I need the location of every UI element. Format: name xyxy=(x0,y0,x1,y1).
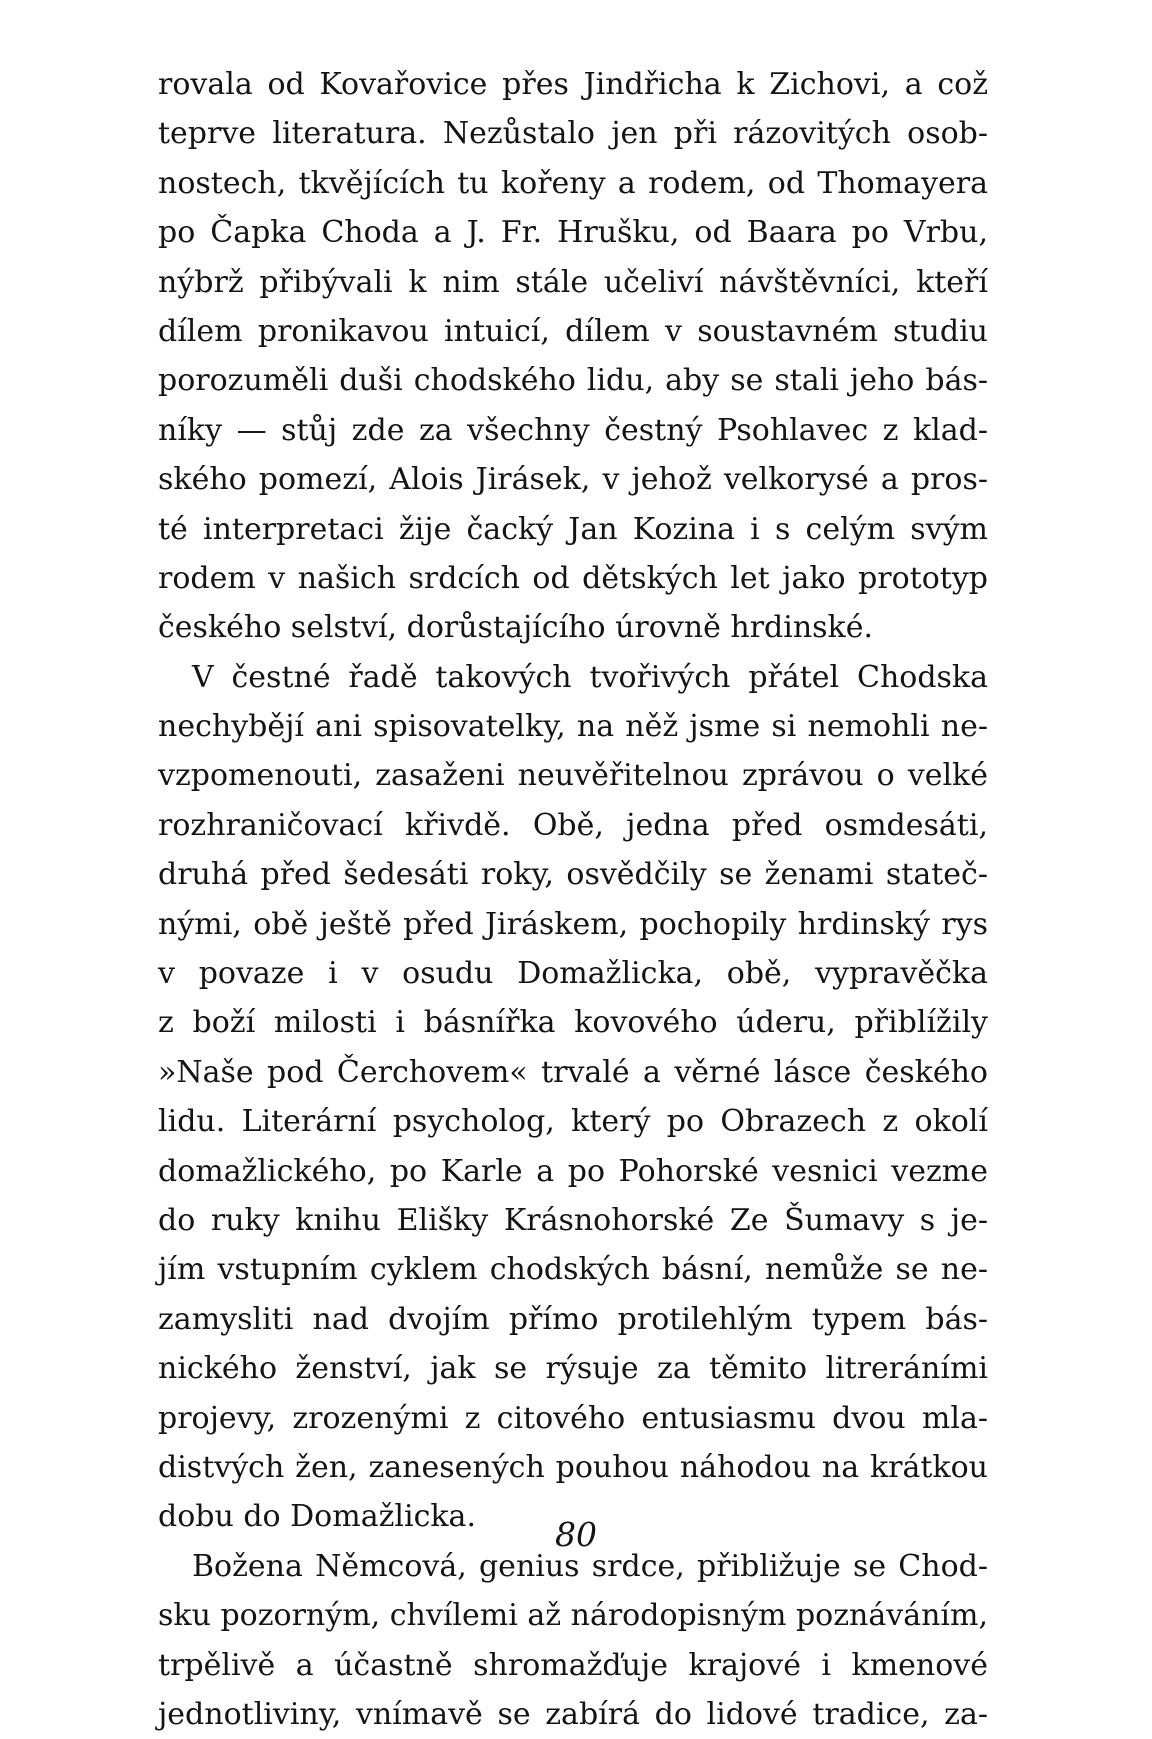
text-line: nostech, tkvějících tu kořeny a rodem, od Thomayera xyxy=(158,165,988,201)
text-line: ského pomezí, Alois Jirásek, v jehož velkorysé a pros- xyxy=(158,462,988,498)
text-line: vzpomenouti, zasaženi neuvěřitelnou zprávou o velké xyxy=(158,758,988,794)
text-line: lidu. Literární psycholog, který po Obrazech z okolí xyxy=(158,1104,988,1140)
text-line: té interpretaci žije čacký Jan Kozina i s celým svým xyxy=(158,511,988,547)
text-line: z boží milosti i básnířka kovového úderu, přiblížily xyxy=(158,1005,988,1041)
text-line: V čestné řadě takových tvořivých přátel Chodska xyxy=(192,659,988,695)
text-line: po Čapka Choda a J. Fr. Hrušku, od Baara po Vrbu, xyxy=(158,215,988,251)
text-line: Božena Němcová, genius srdce, přibližuje se Chod- xyxy=(192,1548,988,1584)
text-line: teprve literatura. Nezůstalo jen při rázovitých osob- xyxy=(158,116,988,152)
text-line: nými, obě ještě před Jiráskem, pochopily hrdinský rys xyxy=(158,906,988,942)
text-line: jím vstupním cyklem chodských básní, nemůže se ne- xyxy=(158,1252,988,1288)
text-line: jednotliviny, vnímavě se zabírá do lidové tradice, za- xyxy=(158,1696,988,1732)
text-line: rozhraničovací křivdě. Obě, jedna před osmdesáti, xyxy=(158,807,988,843)
text-line: dobu do Domažlicka. xyxy=(158,1499,476,1535)
text-line: druhá před šedesáti roky, osvědčily se ženami stateč- xyxy=(158,857,988,893)
text-line: rovala od Kovařovice přes Jindřicha k Zichovi, a což xyxy=(158,67,988,102)
paragraph-3 xyxy=(158,1542,988,1739)
paragraph-1 xyxy=(158,60,988,653)
paragraph-2 xyxy=(158,653,988,1542)
text-line: »Naše pod Čerchovem« trvalé a věrné lásce českého xyxy=(158,1054,988,1090)
text-line: domažlického, po Karle a po Pohorské vesnici vezme xyxy=(158,1153,988,1189)
text-line: distvých žen, zanesených pouhou náhodou na krátkou xyxy=(158,1449,988,1485)
text-line: rodem v našich srdcích od dětských let jako prototyp xyxy=(158,560,988,596)
text-line: níky — stůj zde za všechny čestný Psohlavec z klad- xyxy=(158,412,988,448)
text-line: do ruky knihu Elišky Krásnohorské Ze Šumavy s je- xyxy=(158,1202,988,1238)
text-line: v povaze i v osudu Domažlicka, obě, vypravěčka xyxy=(158,956,988,992)
text-line: nechybějí ani spisovatelky, na něž jsme si nemohli ne- xyxy=(158,709,988,745)
text-line: nického ženství, jak se rýsuje za těmito litreráními xyxy=(158,1351,988,1387)
text-line: nýbrž přibývali k nim stále učeliví návštěvníci, kteří xyxy=(158,264,988,300)
text-line: českého selství, dorůstajícího úrovně hrdinské. xyxy=(158,610,874,646)
text-line: zamysliti nad dvojím přímo protilehlým typem bás- xyxy=(158,1301,988,1337)
text-line: projevy, zrozenými z citového entusiasmu dvou mla- xyxy=(158,1400,988,1436)
body-text xyxy=(158,60,988,1739)
text-line: dílem pronikavou intuicí, dílem v soustavném studiu xyxy=(158,313,988,349)
page-number: 80 xyxy=(555,1515,597,1554)
text-line: sku pozorným, chvílemi až národopisným poznáváním, xyxy=(158,1598,988,1634)
text-line: porozuměli duši chodského lidu, aby se stali jeho bás- xyxy=(158,363,988,399)
text-line: trpělivě a účastně shromažďuje krajové i kmenové xyxy=(158,1647,988,1683)
